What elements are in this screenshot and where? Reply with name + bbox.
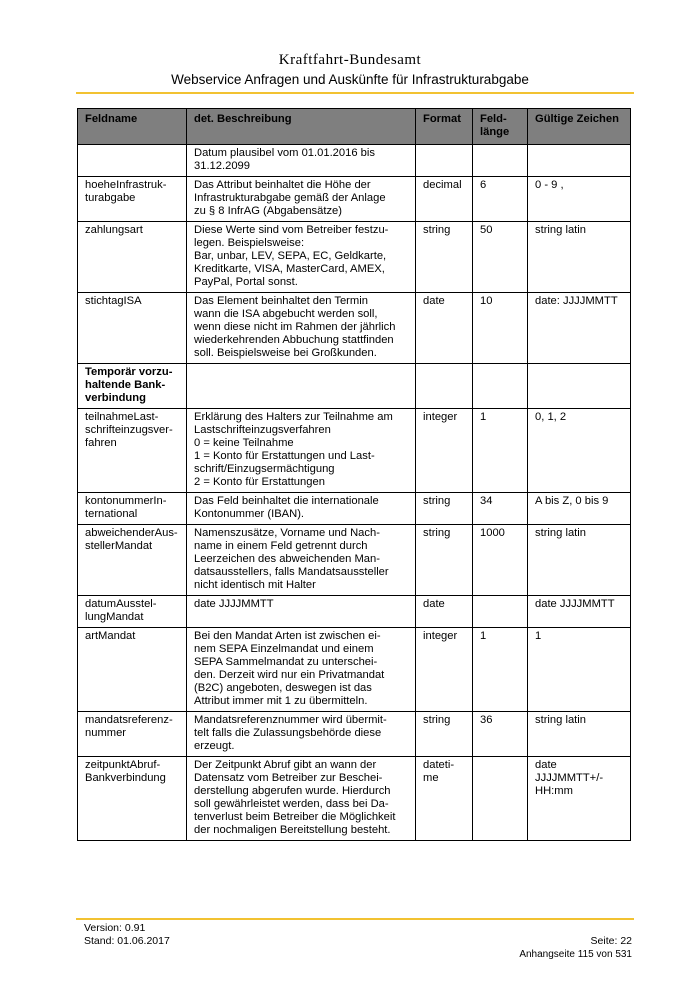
description-cell: Das Element beinhaltet den Termin wann die ISA abgebucht werden soll, wenn diese nicht im Rahmen der jährlich wiederkehrenden Abbuchung stattfinden soll. Beispielsweise bei Großkunden.: [187, 293, 416, 364]
table-row: [78, 364, 631, 409]
format-cell: string: [416, 712, 473, 757]
length-cell: 10: [473, 293, 528, 364]
column-header-format: Format: [416, 109, 473, 145]
table-body: [78, 145, 631, 841]
format-cell: date: [416, 293, 473, 364]
valid-chars-cell: string latin: [528, 525, 631, 596]
field-name-cell: datumAusstel- lungMandat: [78, 596, 187, 628]
description-cell: [187, 364, 416, 409]
description-cell: Mandatsreferenznummer wird übermit- telt falls die Zulassungsbehörde diese erzeugt.: [187, 712, 416, 757]
footer-divider: [76, 918, 634, 920]
description-cell: Diese Werte sind vom Betreiber festzu- legen. Beispielsweise: Bar, unbar, LEV, SEPA, EC, Geldkarte, Kreditkarte, VISA, MasterCard, AMEX, PayPal, Portal sonst.: [187, 222, 416, 293]
valid-chars-cell: date: JJJJMMTT: [528, 293, 631, 364]
table-row: [78, 493, 631, 525]
appendix-page: Anhangseite 115 von 531: [519, 949, 632, 960]
format-cell: string: [416, 525, 473, 596]
length-cell: 50: [473, 222, 528, 293]
field-spec-table: [77, 108, 631, 841]
valid-chars-cell: string latin: [528, 222, 631, 293]
field-name-cell: stichtagISA: [78, 293, 187, 364]
column-header-gueltige-zeichen: Gültige Zeichen: [528, 109, 631, 145]
column-header-feldlaenge: Feld- länge: [473, 109, 528, 145]
organization-name: Kraftfahrt-Bundesamt: [278, 52, 422, 68]
field-name-cell: [78, 145, 187, 177]
format-cell: string: [416, 222, 473, 293]
table-row: [78, 712, 631, 757]
table-row: [78, 757, 631, 841]
length-cell: 1: [473, 409, 528, 493]
format-cell: [416, 145, 473, 177]
length-cell: 6: [473, 177, 528, 222]
format-cell: [416, 364, 473, 409]
field-name-cell: zeitpunktAbruf- Bankverbindung: [78, 757, 187, 841]
field-name-cell: artMandat: [78, 628, 187, 712]
valid-chars-cell: date JJJJMMTT+/- HH:mm: [528, 757, 631, 841]
valid-chars-cell: 0 - 9 ,: [528, 177, 631, 222]
valid-chars-cell: [528, 145, 631, 177]
description-cell: Datum plausibel vom 01.01.2016 bis 31.12.2099: [187, 145, 416, 177]
length-cell: 34: [473, 493, 528, 525]
field-name-cell: abweichenderAus- stellerMandat: [78, 525, 187, 596]
format-cell: dateti- me: [416, 757, 473, 841]
valid-chars-cell: A bis Z, 0 bis 9: [528, 493, 631, 525]
description-cell: Bei den Mandat Arten ist zwischen ei- nem SEPA Einzelmandat und einem SEPA Sammelmandat zu unterschei- den. Derzeit wird nur ein Privatmandat (B2C) angeboten, deswegen ist das Attribut immer mit 1 zu übermitteln.: [187, 628, 416, 712]
description-cell: Das Attribut beinhaltet die Höhe der Infrastrukturabgabe gemäß der Anlage zu § 8 InfrAG (Abgabensätze): [187, 177, 416, 222]
table-row: [78, 409, 631, 493]
table-row: [78, 177, 631, 222]
length-cell: [473, 145, 528, 177]
table-row: [78, 596, 631, 628]
table-header-row: [78, 109, 631, 145]
valid-chars-cell: string latin: [528, 712, 631, 757]
page-number: Seite: 22: [590, 935, 632, 947]
table-row: [78, 628, 631, 712]
field-name-cell: kontonummerIn- ternational: [78, 493, 187, 525]
format-cell: integer: [416, 628, 473, 712]
length-cell: 1: [473, 628, 528, 712]
field-name-cell: zahlungsart: [78, 222, 187, 293]
description-cell: Das Feld beinhaltet die internationale Kontonummer (IBAN).: [187, 493, 416, 525]
length-cell: 1000: [473, 525, 528, 596]
length-cell: 36: [473, 712, 528, 757]
valid-chars-cell: date JJJJMMTT: [528, 596, 631, 628]
table-row: [78, 145, 631, 177]
description-cell: Namenszusätze, Vorname und Nach- name in einem Feld getrennt durch Leerzeichen des abweichenden Man- datsausstellers, falls Mandatsaussteller nicht identisch mit Halter: [187, 525, 416, 596]
field-name-cell: hoeheInfrastruk- turabgabe: [78, 177, 187, 222]
field-name-cell: teilnahmeLast- schrifteinzugsver- fahren: [78, 409, 187, 493]
header-divider: [76, 92, 634, 94]
document-subtitle: Webservice Anfragen und Auskünfte für Infrastrukturabgabe: [171, 72, 529, 87]
table-row: [78, 293, 631, 364]
format-cell: integer: [416, 409, 473, 493]
description-cell: Der Zeitpunkt Abruf gibt an wann der Datensatz vom Betreiber zur Beschei- derstellung abgerufen wurde. Hierdurch soll gewährleistet werden, dass bei Da- tenverlust beim Betreiber die Möglichkeit der nochmaligen Bereitstellung besteht.: [187, 757, 416, 841]
format-cell: date: [416, 596, 473, 628]
version-label: Version: 0.91: [84, 922, 146, 934]
description-cell: date JJJJMMTT: [187, 596, 416, 628]
table-row: [78, 525, 631, 596]
valid-chars-cell: [528, 364, 631, 409]
length-cell: [473, 596, 528, 628]
column-header-beschreibung: det. Beschreibung: [187, 109, 416, 145]
length-cell: [473, 364, 528, 409]
field-name-cell: Temporär vorzu- haltende Bank- verbindung: [78, 364, 187, 409]
table-row: [78, 222, 631, 293]
length-cell: [473, 757, 528, 841]
description-cell: Erklärung des Halters zur Teilnahme am Lastschrifteinzugsverfahren 0 = keine Teilnahme 1 = Konto für Erstattungen und Last- schrift/Einzugsermächtigung 2 = Konto für Erstattungen: [187, 409, 416, 493]
valid-chars-cell: 0, 1, 2: [528, 409, 631, 493]
column-header-feldname: Feldname: [78, 109, 187, 145]
format-cell: string: [416, 493, 473, 525]
format-cell: decimal: [416, 177, 473, 222]
stand-date: Stand: 01.06.2017: [84, 935, 170, 947]
valid-chars-cell: 1: [528, 628, 631, 712]
field-name-cell: mandatsreferenz- nummer: [78, 712, 187, 757]
